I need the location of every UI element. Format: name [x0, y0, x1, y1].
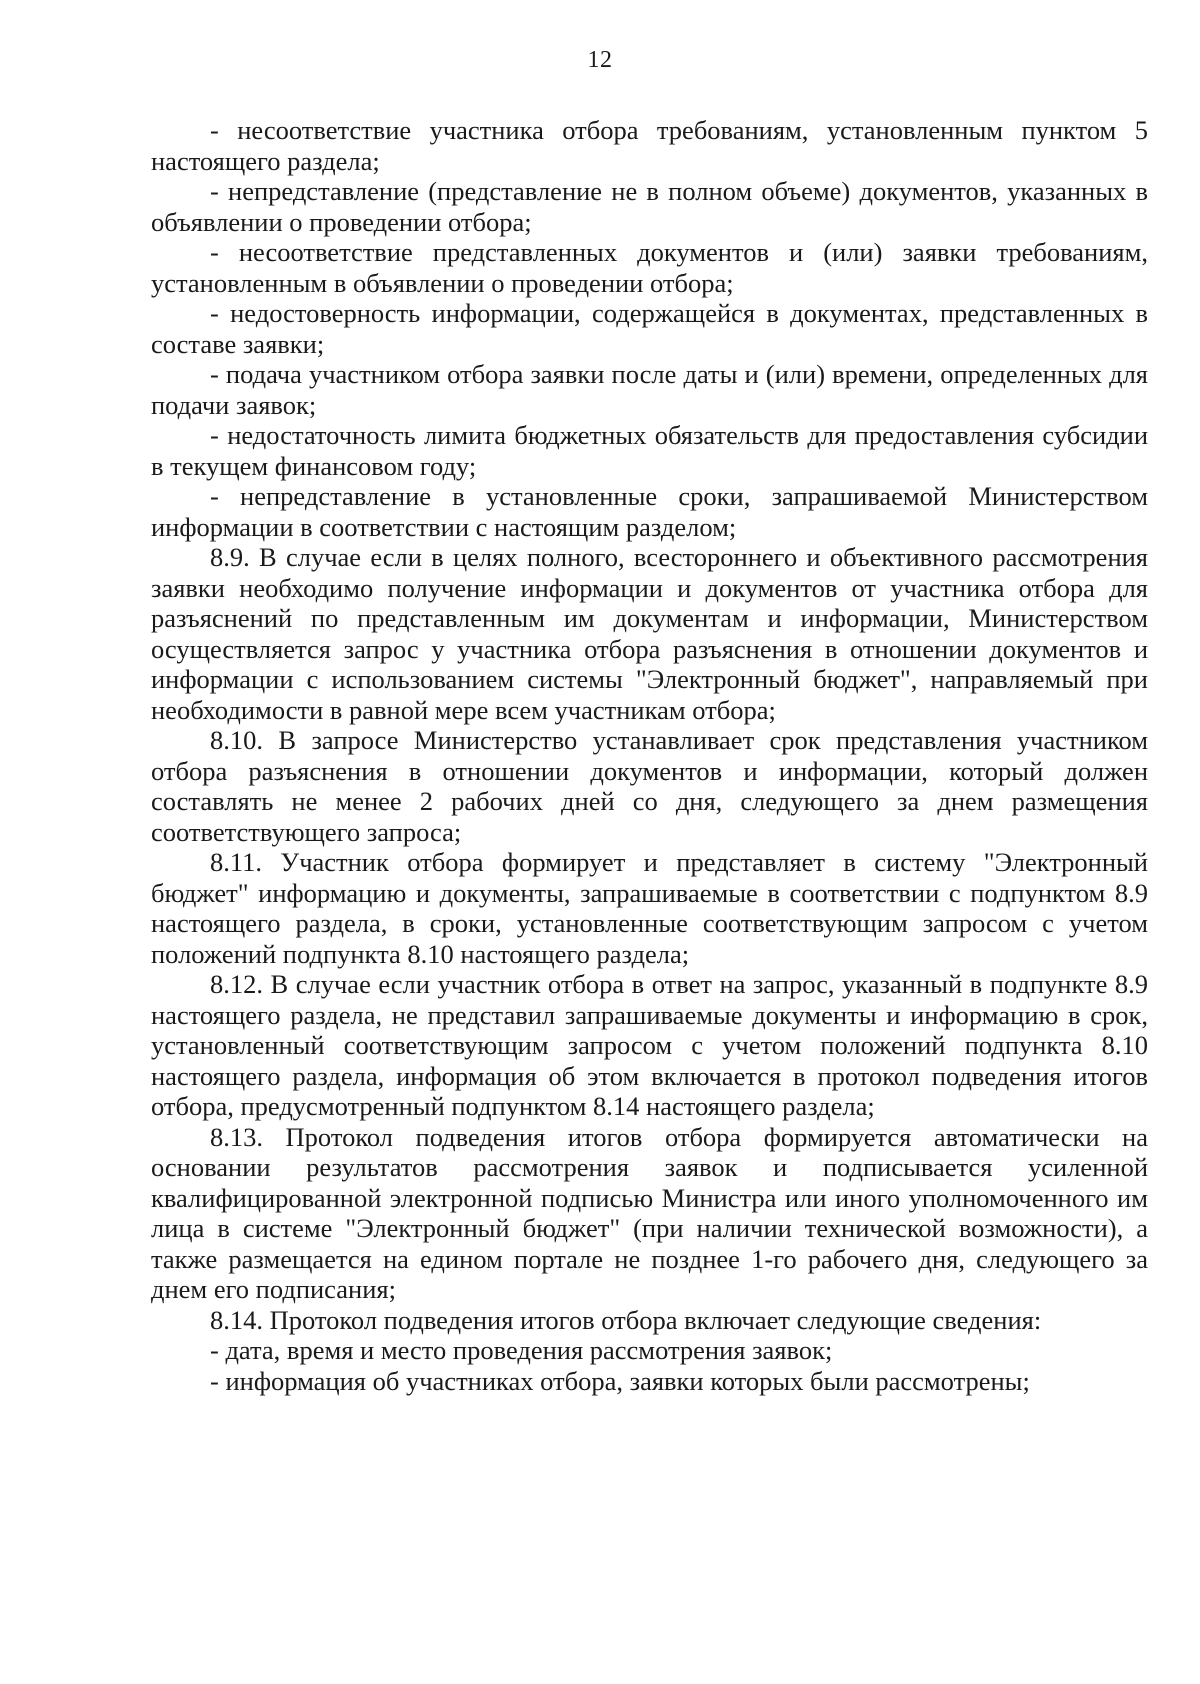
paragraph-8-13: 8.13. Протокол подведения итогов отбора формируется автоматически на основании результатов рассмотрения заявок и подписывается усиленной квалифицированной электронной подписью Министра или иного уполномоченного им лица в системе "Электронный бюджет" (при наличии технической возможности), а также размещается на едином портале не позднее 1-го рабочего дня, следующего за днем его подписания;	[151, 1121, 1148, 1304]
document-body	[151, 115, 1148, 1396]
page-number: 12	[587, 47, 613, 73]
paragraph-criterion-inaccurate-info: - недостоверность информации, содержащейся в документах, представленных в составе заявки;	[151, 298, 1148, 359]
paragraph-criterion-documents-mismatch: - несоответствие представленных документов и (или) заявки требованиям, установленным в объявлении о проведении отбора;	[151, 237, 1148, 298]
paragraph-protocol-item-date: - дата, время и место проведения рассмотрения заявок;	[210, 1335, 833, 1365]
paragraph-8-10: 8.10. В запросе Министерство устанавливает срок представления участником отбора разъяснения в отношении документов и информации, который должен составлять не менее 2 рабочих дней со дня, следующего за днем размещения соответствующего запроса;	[151, 725, 1148, 847]
paragraph-protocol-item-participants: - информация об участниках отбора, заявки которых были рассмотрены;	[210, 1365, 1030, 1396]
paragraph-criterion-documents-missing: - непредставление (представление не в полном объеме) документов, указанных в объявлении о проведении отбора;	[151, 176, 1148, 237]
paragraph-criterion-info-not-provided: - непредставление в установленные сроки, запрашиваемой Министерством информации в соответствии с настоящим разделом;	[151, 481, 1148, 542]
paragraph-8-12: 8.12. В случае если участник отбора в ответ на запрос, указанный в подпункте 8.9 настоящего раздела, не представил запрашиваемые документы и информацию в срок, установленный соответствующим запросом с учетом положений подпункта 8.10 настоящего раздела, информация об этом включается в протокол подведения итогов отбора, предусмотренный подпунктом 8.14 настоящего раздела;	[151, 969, 1148, 1121]
paragraph-8-9: 8.9. В случае если в целях полного, всестороннего и объективного рассмотрения заявки необходимо получение информации и документов от участника отбора для разъяснений по представленным им документам и информации, Министерством осуществляется запрос у участника отбора разъяснения в отношении документов и информации с использованием системы "Электронный бюджет", направляемый при необходимости в равной мере всем участникам отбора;	[151, 542, 1148, 725]
paragraph-8-11: 8.11. Участник отбора формирует и представляет в систему "Электронный бюджет" информацию и документы, запрашиваемые в соответствии с подпунктом 8.9 настоящего раздела, в сроки, установленные соответствующим запросом с учетом положений подпункта 8.10 настоящего раздела;	[151, 847, 1148, 969]
paragraph-criterion-budget-limit: - недостаточность лимита бюджетных обязательств для предоставления субсидии в текущем финансовом году;	[151, 420, 1148, 481]
paragraph-criterion-noncompliance: - несоответствие участника отбора требованиям, установленным пунктом 5 настоящего раздела;	[151, 115, 1148, 176]
paragraph-8-14: 8.14. Протокол подведения итогов отбора включает следующие сведения:	[210, 1304, 1042, 1335]
paragraph-criterion-late-submission: - подача участником отбора заявки после даты и (или) времени, определенных для подачи заявок;	[151, 359, 1148, 420]
